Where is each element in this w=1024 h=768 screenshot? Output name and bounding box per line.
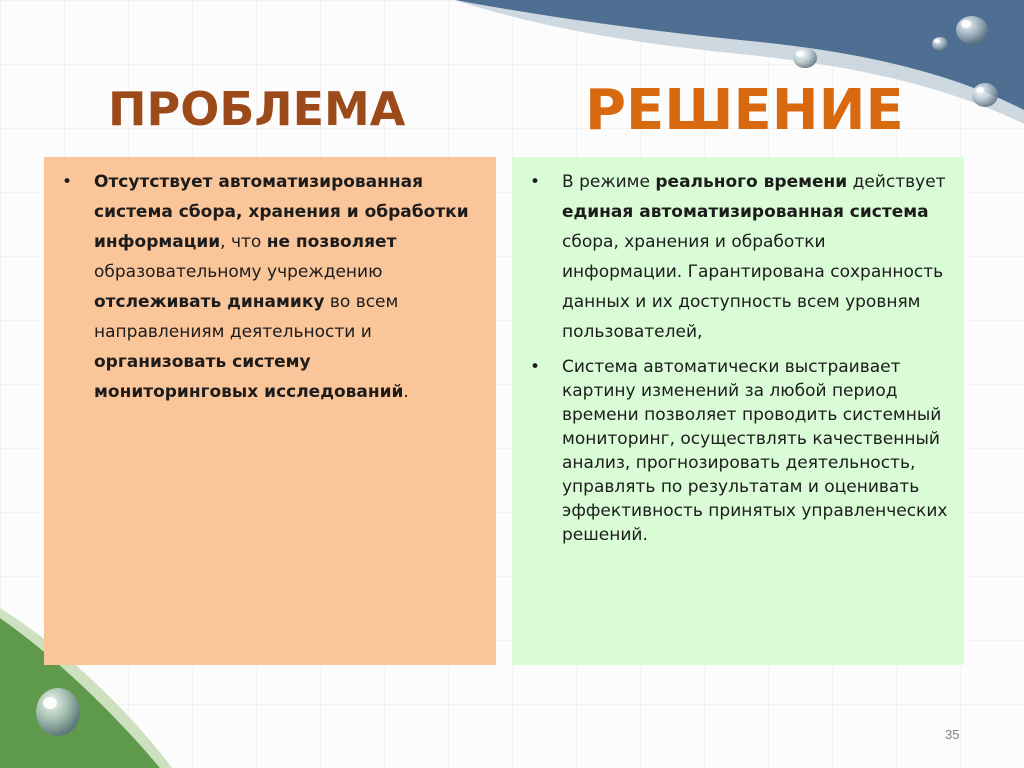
solution-text: сбора, хранения и обработки информации. Гарантирована сохранность данных и их доступность всем уровням пользователей, — [562, 232, 944, 342]
solution-panel — [512, 157, 964, 665]
problem-text: . — [403, 382, 409, 402]
water-drop-icon — [932, 37, 948, 51]
solution-bullet-item — [524, 167, 950, 347]
problem-text-bold: организовать систему мониторинговых исследований — [94, 352, 404, 402]
water-drop-icon — [956, 16, 988, 44]
solution-text: действует — [847, 172, 946, 192]
problem-text: образовательному учреждению — [94, 262, 383, 282]
problem-title: ПРОБЛЕМА — [108, 82, 406, 136]
problem-bullet-item — [56, 167, 478, 407]
problem-text: во всем направлениям деятельности и — [94, 292, 399, 342]
solution-title: РЕШЕНИЕ — [585, 78, 904, 143]
solution-text: В режиме — [562, 172, 656, 192]
solution-text-bold: реального времени — [655, 172, 848, 192]
problem-text: , что — [220, 232, 267, 252]
bullet-icon: • — [530, 172, 541, 192]
problem-text-bold: отслеживать динамику — [94, 292, 325, 312]
problem-text-bold: Отсутствует автоматизированная система сбора, хранения и обработки информации — [94, 172, 469, 252]
bullet-icon: • — [62, 172, 73, 192]
problem-text-bold: не позволяет — [266, 232, 397, 252]
solution-text: Система автоматически выстраивает картину изменений за любой период времени позволяет проводить системный мониторинг, осуществлять качественный анализ, прогнозировать деятельность, управлять по результатам и оценивать эффективность принятых управленческих решений. — [562, 357, 948, 545]
page-number: 35 — [945, 727, 960, 742]
bullet-icon: • — [530, 357, 541, 377]
water-drop-icon — [793, 48, 817, 68]
solution-text-bold: единая автоматизированная система — [562, 202, 929, 222]
water-drop-icon — [972, 83, 998, 107]
solution-bullet-item — [524, 355, 950, 547]
water-drop-icon — [36, 688, 80, 736]
problem-panel — [44, 157, 496, 665]
